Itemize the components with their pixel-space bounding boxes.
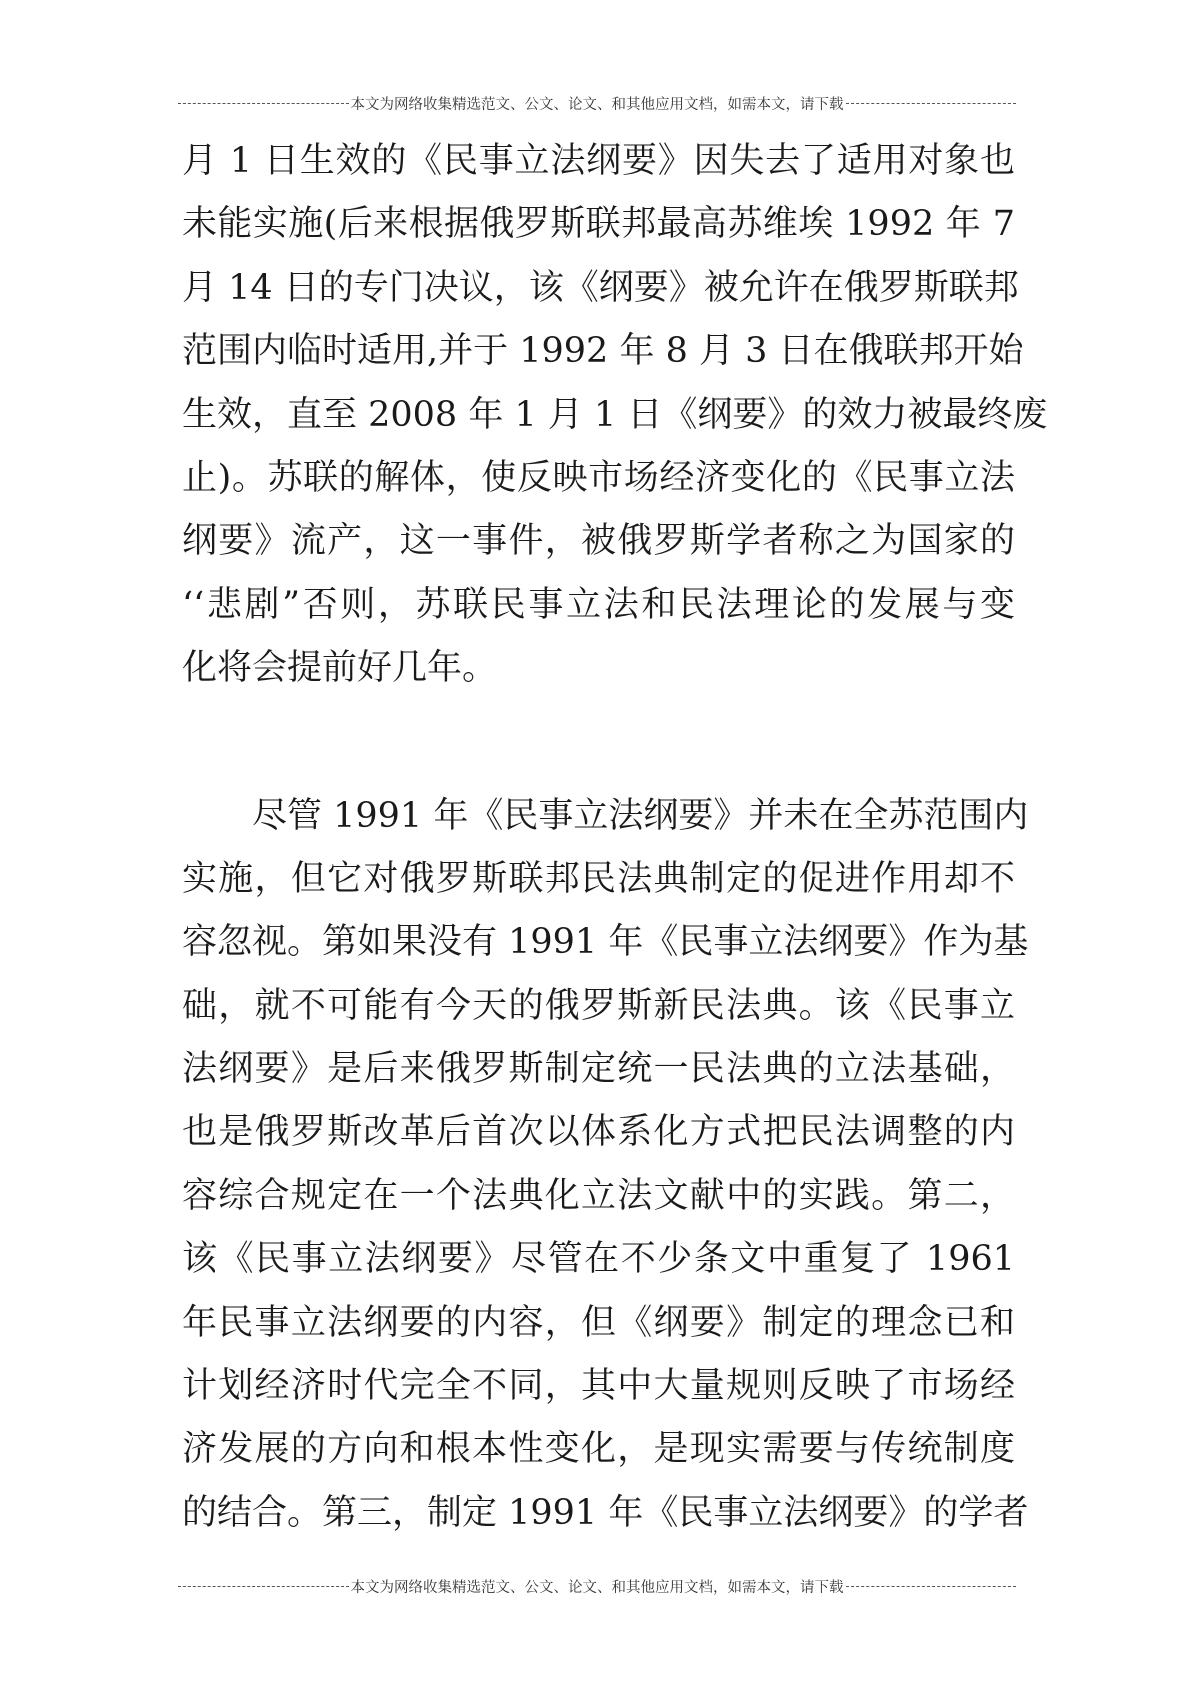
text-line: 未能实施(后来根据俄罗斯联邦最高苏维埃 1992 年 7 xyxy=(182,204,1015,245)
text-line: 化将会提前好几年。 xyxy=(182,648,498,689)
header-rule-left xyxy=(178,103,349,104)
document-body xyxy=(182,130,1048,1545)
footer-text: 本文为网络收集精选范文、公文、论文、和其他应用文档，如需本文，请下载 xyxy=(350,1579,844,1596)
text-line: 范围内临时适用,并于 1992 年 8 月 3 日在俄联邦开始 xyxy=(182,331,1024,372)
page-header xyxy=(178,91,1016,115)
text-line: 止)。苏联的解体，使反映市场经济变化的《民事立法 xyxy=(182,457,1015,498)
text-line: 实施，但它对俄罗斯联邦民法典制定的促进作用却不 xyxy=(182,858,1015,899)
footer-rule-right xyxy=(846,1586,1017,1587)
text-line: 容综合规定在一个法典化立法文献中的实践。第二， xyxy=(182,1175,1015,1216)
text-line: 纲要》流产，这一事件，被俄罗斯学者称之为国家的 xyxy=(182,521,1015,562)
text-line: 生效，直至 2008 年 1 月 1 日《纲要》的效力被最终废 xyxy=(182,394,1048,435)
text-line: 的结合。第三，制定 1991 年《民事立法纲要》的学者 xyxy=(182,1492,1029,1533)
text-line: 法纲要》是后来俄罗斯制定统一民法典的立法基础， xyxy=(182,1049,1015,1090)
paragraph-2 xyxy=(182,785,1029,1546)
text-line: 月 1 日生效的《民事立法纲要》因失去了适用对象也 xyxy=(182,141,1015,181)
text-line: 年民事立法纲要的内容，但《纲要》制定的理念已和 xyxy=(182,1302,1015,1343)
text-line: 也是俄罗斯改革后首次以体系化方式把民法调整的内 xyxy=(182,1112,1015,1153)
paragraph-1 xyxy=(182,130,1048,701)
footer-rule-left xyxy=(178,1586,349,1587)
text-line: 容忽视。第如果没有 1991 年《民事立法纲要》作为基 xyxy=(182,922,1029,963)
text-line: 础，就不可能有今天的俄罗斯新民法典。该《民事立 xyxy=(182,985,1015,1026)
text-line: 计划经济时代完全不同，其中大量规则反映了市场经 xyxy=(182,1366,1015,1407)
text-line: ‘‘悲剧”否则，苏联民事立法和民法理论的发展与变 xyxy=(182,584,1015,625)
text-line: 尽管 1991 年《民事立法纲要》并未在全苏范围内 xyxy=(252,795,1029,836)
header-text: 本文为网络收集精选范文、公文、论文、和其他应用文档，如需本文，请下载 xyxy=(350,96,844,113)
text-line: 济发展的方向和根本性变化，是现实需要与传统制度 xyxy=(182,1429,1015,1470)
text-line: 该《民事立法纲要》尽管在不少条文中重复了 1961 xyxy=(182,1239,1015,1280)
header-rule-right xyxy=(846,103,1017,104)
paragraph-gap xyxy=(182,701,1015,785)
page-footer xyxy=(178,1574,1016,1598)
text-line: 月 14 日的专门决议，该《纲要》被允许在俄罗斯联邦 xyxy=(182,267,1019,308)
